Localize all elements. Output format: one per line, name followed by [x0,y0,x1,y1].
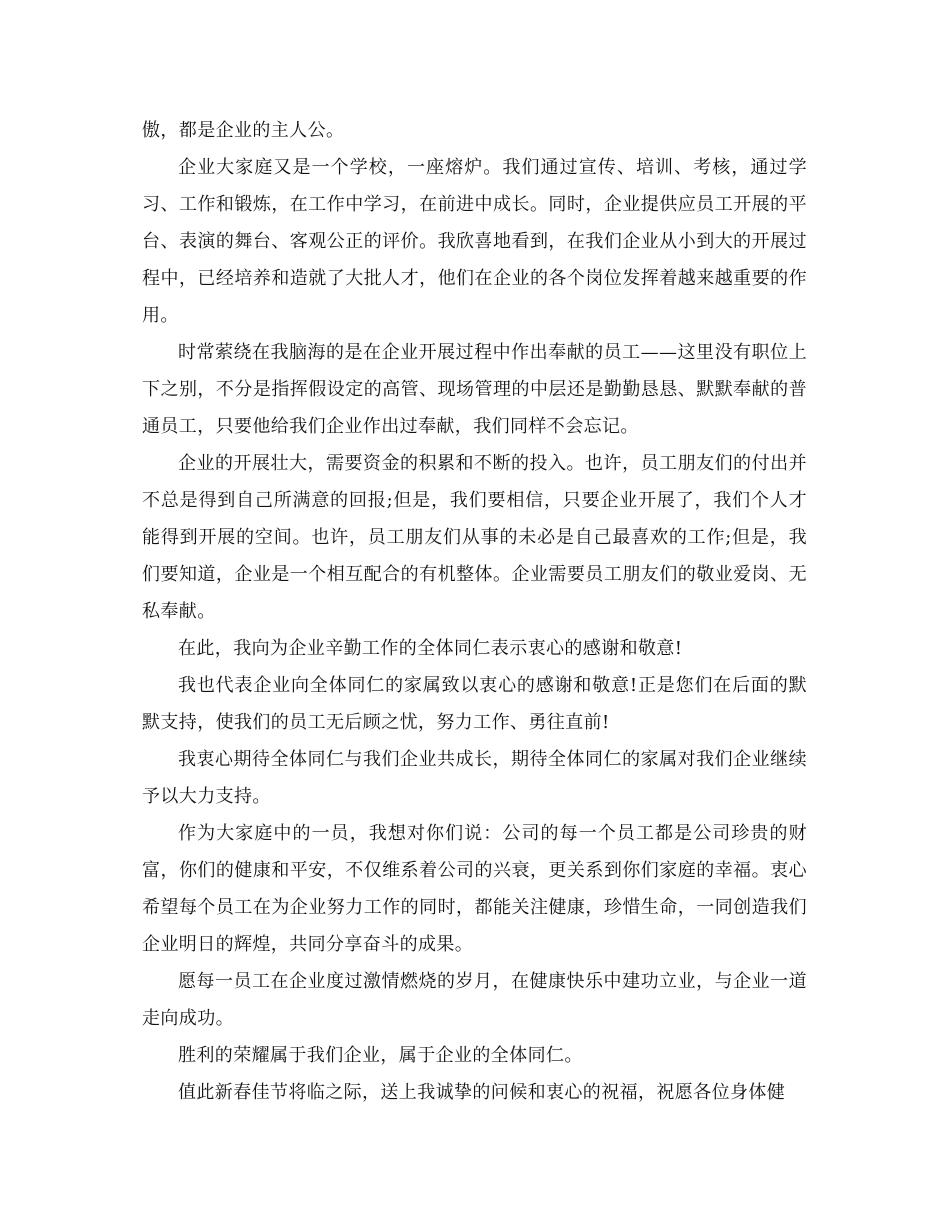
paragraph-10: 胜利的荣耀属于我们企业，属于企业的全体同仁。 [178,1045,583,1066]
document-body [142,112,807,1111]
paragraph-9: 愿每一员工在企业度过激情燃烧的岁月，在健康快乐中建功立业，与企业一道走向成功。 [142,971,807,1029]
paragraph-3: 时常萦绕在我脑海的是在企业开展过程中作出奉献的员工——这里没有职位上下之别，不分是指挥假设定的高管、现场管理的中层还是勤勤恳恳、默默奉献的普通员工，只要他给我们企业作出过奉献，我们同样不会忘记。 [142,342,807,437]
paragraph-1: 傲，都是企业的主人公。 [142,120,345,141]
paragraph-7: 我衷心期待全体同仁与我们企业共成长，期待全体同仁的家属对我们企业继续予以大力支持。 [142,749,807,807]
paragraph-6: 我也代表企业向全体同仁的家属致以衷心的感谢和敬意!正是您们在后面的默默支持，使我们的员工无后顾之忧，努力工作、勇往直前! [142,675,807,733]
paragraph-2: 企业大家庭又是一个学校，一座熔炉。我们通过宣传、培训、考核，通过学习、工作和锻炼，在工作中学习，在前进中成长。同时，企业提供应员工开展的平台、表演的舞台、客观公正的评价。我欣喜地看到，在我们企业从小到大的开展过程中，已经培养和造就了大批人才，他们在企业的各个岗位发挥着越来越重要的作用。 [142,157,807,326]
paragraph-11: 值此新春佳节将临之际，送上我诚挚的问候和衷心的祝福，祝愿各位身体健 [178,1082,786,1103]
paragraph-8: 作为大家庭中的一员，我想对你们说：公司的每一个员工都是公司珍贵的财富，你们的健康和平安，不仅维系着公司的兴衰，更关系到你们家庭的幸福。衷心希望每个员工在为企业努力工作的同时，都能关注健康，珍惜生命，一同创造我们企业明日的辉煌，共同分享奋斗的成果。 [142,823,807,955]
paragraph-4: 企业的开展壮大，需要资金的积累和不断的投入。也许，员工朋友们的付出并不总是得到自己所满意的回报;但是，我们要相信，只要企业开展了，我们个人才能得到开展的空间。也许，员工朋友们从事的未必是自己最喜欢的工作;但是，我们要知道，企业是一个相互配合的有机整体。企业需要员工朋友们的敬业爱岗、无私奉献。 [142,453,807,622]
paragraph-5: 在此，我向为企业辛勤工作的全体同仁表示衷心的感谢和敬意! [178,638,683,659]
